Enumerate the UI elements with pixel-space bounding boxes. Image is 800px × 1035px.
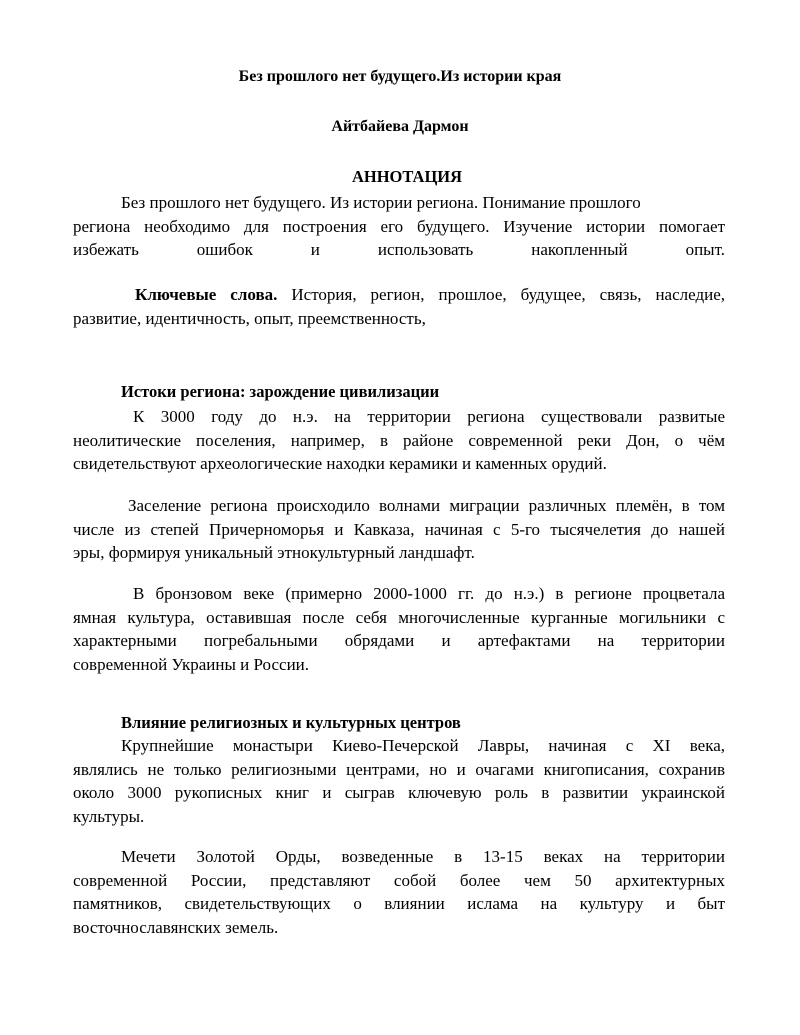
s2p2-line-4: восточнославянских земель. (73, 917, 279, 937)
s2p1-line-4: культуры. (73, 806, 145, 826)
annotation-line-2: региона необходимо для построения его будущего. Изучение истории помогает (73, 216, 725, 236)
author-name: Айтбайева Дармон (331, 118, 469, 135)
section2-paragraph-1 (73, 734, 725, 828)
s2p1-line-3: около 3000 рукописных книг и сыграв ключевую роль в развитии украинской (73, 783, 725, 802)
annotation-paragraph (73, 191, 725, 262)
keywords-label: Ключевые слова. (135, 285, 278, 304)
s2p2-line-3: памятников, свидетельствующих о влиянии ислама на культуру и быт (73, 894, 725, 913)
s1p1-line-1: К 3000 году до н.э. на территории региона существовали развитые (133, 407, 725, 426)
s1p3-line-2: ямная культура, оставившая после себя многочисленные курганные могильники с (73, 607, 725, 627)
section1-heading: Истоки региона: зарождение цивилизации (121, 382, 440, 401)
document-title: Без прошлого нет будущего.Из истории края (238, 68, 562, 85)
s1p3-line-3: характерными погребальными обрядами и артефактами на территории (73, 631, 725, 650)
section1-paragraph-2 (73, 494, 725, 565)
s2p1-line-2: являлись не только религиозными центрами, но и очагами книгописания, сохранив (73, 759, 725, 779)
s1p3-line-4: современной Украины и России. (73, 654, 310, 674)
section2-paragraph-2 (73, 845, 725, 939)
annotation-heading: АННОТАЦИЯ (351, 167, 463, 186)
annotation-line-3: избежать ошибок и использовать накопленный опыт. (73, 240, 725, 259)
s1p1-line-2: неолитические поселения, например, в районе современной реки Дон, о чём (73, 430, 725, 450)
keywords-list-part-2: развитие, идентичность, опыт, преемственность, (73, 308, 426, 328)
s1p2-line-3: эры, формируя уникальный этнокультурный ландшафт. (73, 543, 475, 562)
s1p2-line-1: Заселение региона происходило волнами миграции различных племён, в том (128, 496, 725, 515)
s2p2-line-1: Мечети Золотой Орды, возведенные в 13-15 веках на территории (121, 847, 725, 866)
section1-paragraph-1 (73, 405, 725, 476)
s1p1-line-3: свидетельствуют археологические находки керамики и каменных орудий. (73, 454, 607, 473)
s2p1-line-1: Крупнейшие монастыри Киево-Печерской Лавры, начиная с XI века, (121, 736, 725, 755)
s1p3-line-1: В бронзовом веке (примерно 2000-1000 гг. до н.э.) в регионе процветала (133, 584, 725, 603)
keywords-line-1 (73, 283, 725, 307)
keywords-paragraph (73, 283, 725, 330)
annotation-line-1: Без прошлого нет будущего. Из истории региона. Понимание прошлого (121, 193, 641, 212)
section1-paragraph-3 (73, 582, 725, 676)
keywords-list-part-1: История, регион, прошлое, будущее, связь, наследие, (277, 285, 725, 304)
section2-heading: Влияние религиозных и культурных центров (121, 713, 461, 732)
s1p2-line-2: числе из степей Причерноморья и Кавказа, начиная с 5-го тысячелетия до нашей (73, 519, 725, 539)
s2p2-line-2: современной России, представляют собой более чем 50 архитектурных (73, 870, 725, 890)
